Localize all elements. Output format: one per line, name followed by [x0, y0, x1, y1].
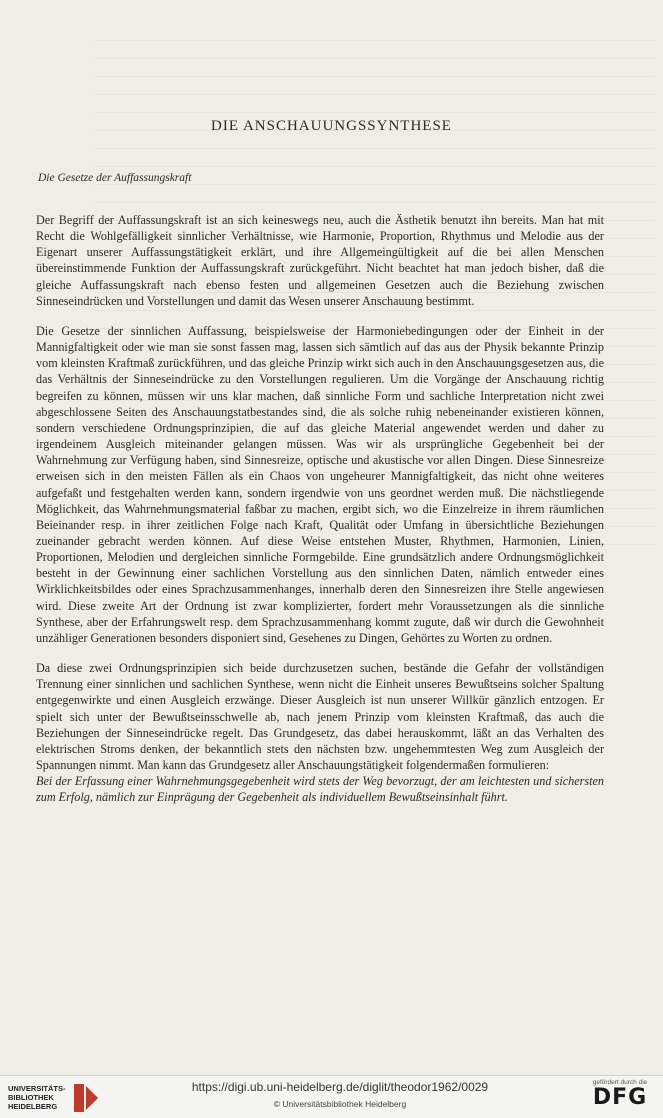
page-title: DIE ANSCHAUUNGSSYNTHESE [211, 118, 452, 134]
viewer-footer [0, 1075, 663, 1118]
paragraph-2: Die Gesetze der sinnlichen Auffassung, beispielsweise der Harmoniebedingungen oder der Einheit in der Mannigfaltigkeit oder wie man sie sonst fassen mag, lassen sich sämtlich auf das aus der Physik bekannte Prinzip vom kleinsten Kraftmaß zurückführen, und das gleiche Prinzip wirkt sich auch in den Anschauungsgesetzen aus, die das Verhältnis der Sinneseindrücke zu den Vorstellungen regulieren. Um die Vorgänge der Anschauung richtig begreifen zu können, müssen wir uns klar machen, daß sinnliche Form und sachliche Interpretation nicht zwei abgeschlossene Seiten des Anschauungstatbestandes sind, die als solche ruhig nebeneinander existieren können, sondern verschiedene Ordnungsprinzipien, die auf das gleiche Material angewendet werden und daher zu irgendeinem Ausgleich miteinander gelangen müssen. Was wir als ursprüngliche Gegebenheit bei der Wahrnehmung zur Verfügung haben, sind Sinnesreize, optische und akustische vor allen Dingen. Diese Sinnesreize erweisen sich in den meisten Fällen als ein Chaos von ungeheurer Mannigfaltigkeit, das nicht ohne weiteres aufgefaßt und festgehalten werden kann, sondern irgendwie von uns geordnet werden muß. Die nächstliegende Möglichkeit, das Wahrnehmungsmaterial faßbar zu machen, ergibt sich, wo die Einzelreize in ihrem räumlichen Beieinander resp. in ihrer zeitlichen Folge nach Kraft, Qualität oder Umfang in übersichtliche Beziehungen zueinander gebracht werden können. Auf diese Weise entstehen Muster, Rhythmen, Harmonien, Linien, Proportionen, Melodien und dergleichen sinnliche Formgebilde. Eine grundsätzlich andere Ordnungsmöglichkeit besteht in der Gewinnung einer sachlichen Vorstellung aus den sinnlichen Daten, nämlich entweder eines Wirklichkeitsbildes oder eines Sprachzusammenhanges, innerhalb deren den Sinnesreizen ihre Stelle angewiesen wird. Diese zweite Art der Ordnung ist zwar komplizierter, fordert mehr Voraussetzungen als die sinnliche Synthese, aber der Erfahrungswelt resp. dem Sprachzusammenhang kommt zugute, daß wir durch die Gewohnheit unzähliger Generationen besonders disponiert sind, Gesehenes zu Dingen, Gehörtes zu Worten zu ordnen. [36, 323, 604, 645]
library-name [8, 1084, 66, 1111]
paragraph-1: Der Begriff der Auffassungskraft ist an sich keineswegs neu, auch die Ästhetik benutzt ihn bereits. Man hat mit Recht die Wohlgefälligkeit sinnlicher Verhältnisse, wie Harmonie, Proportion, Rhythmus und Melodie aus der Eigenart unserer Auffassungstätigkeit erklärt, und ihre Allgemeingültigkeit auf die bei allen Menschen übereinstimmende Funktion der Auffassungskraft zurückgeführt. Nicht beachtet hat man jedoch bisher, daß die gleiche Auffassungskraft nach ebenso festen und allgemeinen Gesetzen auch die Beziehung zwischen Sinneseindrücken und Vorstellungen und damit das Wesen unserer Anschauung bestimmt. [36, 213, 604, 308]
section-heading: Die Gesetze der Auffassungskraft [38, 172, 192, 184]
permalink-url[interactable]: https://digi.ub.uni-heidelberg.de/diglit/theodor1962/0029 [191, 1080, 489, 1094]
dfg-funder-logo[interactable] [585, 1079, 655, 1115]
library-name-line3: HEIDELBERG [8, 1102, 58, 1111]
dfg-logo: DFG [592, 1085, 648, 1110]
library-name-line1: UNIVERSITÄTS- [8, 1084, 66, 1093]
library-name-line2: BIBLIOTHEK [8, 1093, 54, 1102]
copyright-notice: © Universitätsbibliothek Heidelberg [273, 1099, 407, 1109]
university-library-logo[interactable] [8, 1082, 128, 1114]
italic-law-statement: Bei der Erfassung einer Wahrnehmungsgegebenheit wird stets der Weg bevorzugt, der am leichtesten und sichersten zum Erfolg, nämlich zur Einprägung der Gegebenheit als individuellem Bewußtseinsinhalt führt. [36, 774, 604, 805]
library-emblem-icon [72, 1082, 100, 1114]
paragraph-3: Da diese zwei Ordnungsprinzipien sich beide durchzusetzen suchen, bestände die Gefahr der vollständigen Trennung einer sinnlichen und sachlichen Synthese, wenn nicht die Einheit unseres Bewußtseins solcher Spaltung entgegenwirkte und einen Ausgleich erzwänge. Dieser Ausgleich ist nun unserer Willkür gänzlich entzogen. Er spielt sich unter der Bewußtseinsschwelle ab, nach jenem Prinzip vom kleinsten Kraftmaß, das auch die Beziehungen der Sinneseindrücke regelt. Das Grundgesetz, das dabei herauskommt, läßt an das Verhalten des elektrischen Stroms denken, der bekanntlich stets den nächsten bzw. ungehemmtesten Weg zum Ausgleich der Spannungen nimmt. Man kann das Grundgesetz aller Anschauungstätigkeit folgendermaßen formulieren: [36, 661, 604, 772]
body-text [36, 212, 604, 819]
funder-caption: gefördert durch die [592, 1079, 648, 1086]
